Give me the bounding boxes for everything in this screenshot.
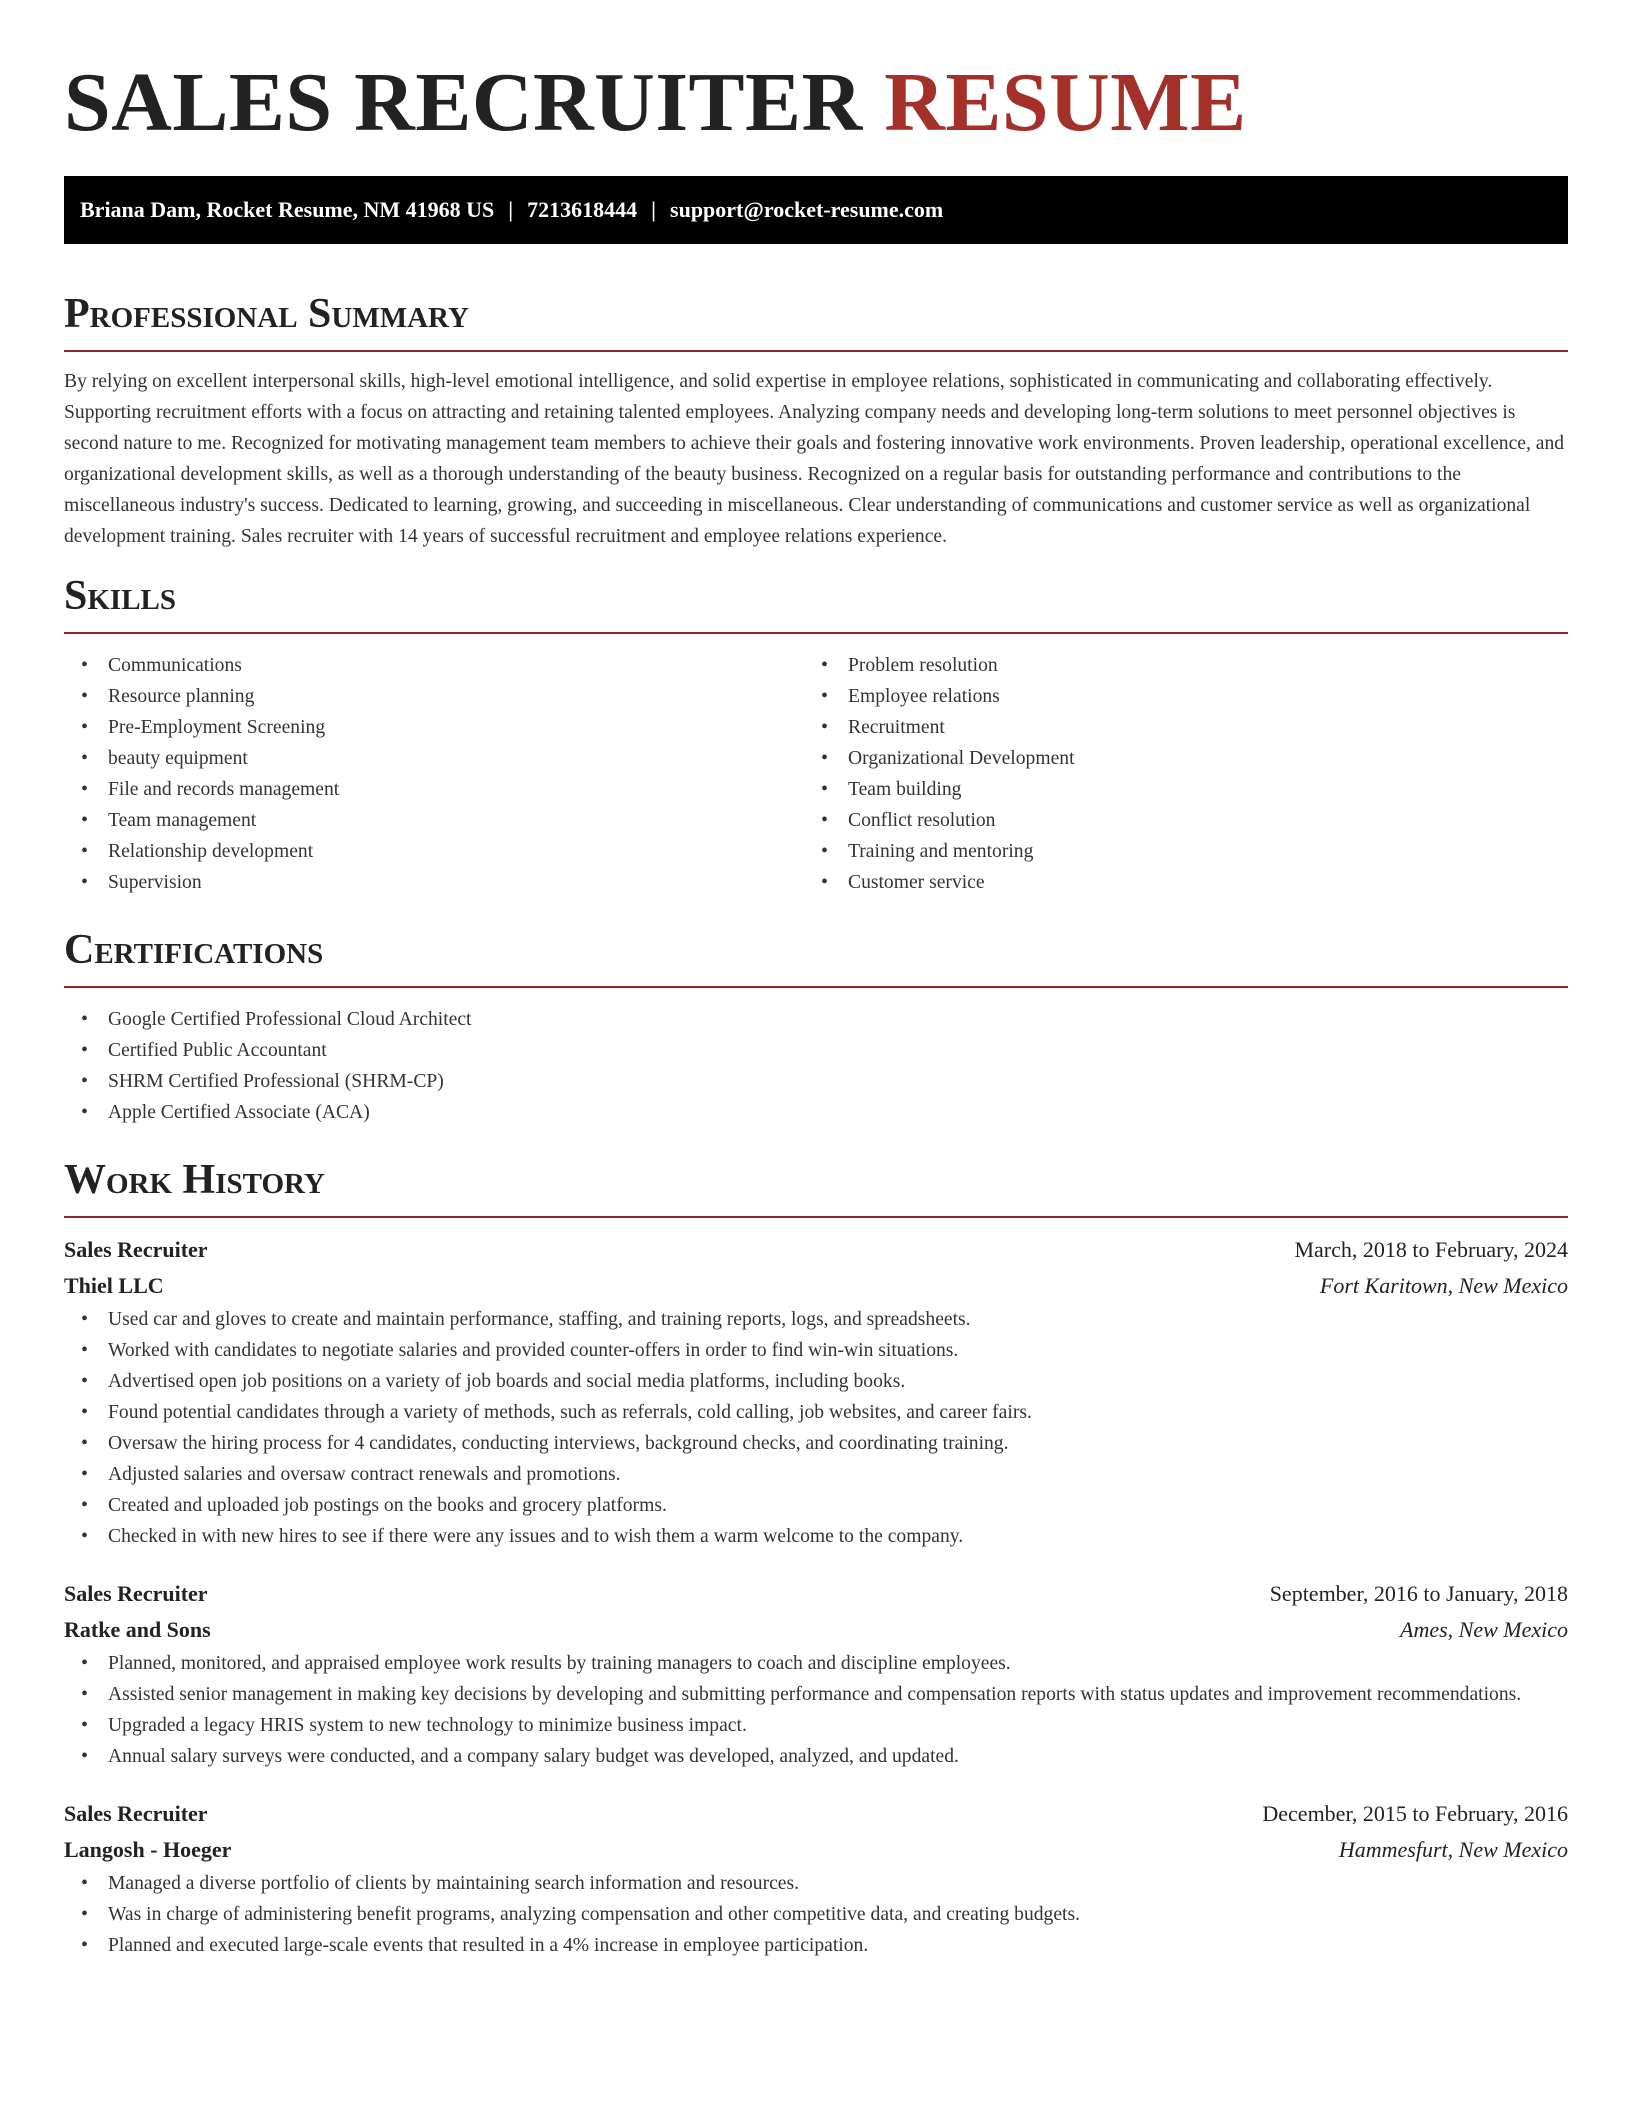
skills-list-left — [64, 650, 804, 898]
contact-separator: | — [508, 197, 514, 222]
section-divider — [64, 986, 1568, 988]
skill-item: • beauty equipment — [64, 743, 804, 774]
job-bullets — [64, 1648, 1568, 1772]
contact-phone[interactable]: 7213618444 — [527, 197, 638, 222]
skills-list-right — [804, 650, 1544, 898]
section-divider — [64, 1216, 1568, 1218]
skill-item: • Communications — [64, 650, 804, 681]
skill-item: • Supervision — [64, 867, 804, 898]
job-dates: March, 2018 to February, 2024 — [1294, 1237, 1568, 1262]
skill-item: • Pre-Employment Screening — [64, 712, 804, 743]
job-bullets — [64, 1868, 1568, 1961]
job-bullet: • Managed a diverse portfolio of clients by maintaining search information and resources. — [64, 1868, 1568, 1899]
job-company-row — [64, 1612, 1568, 1648]
summary-heading: Professional Summary — [64, 291, 469, 337]
skill-item: • Training and mentoring — [804, 836, 1544, 867]
contact-bar — [64, 176, 1568, 244]
summary-section — [64, 288, 1568, 552]
title-main: SALES RECRUITER — [64, 56, 863, 149]
job-dates: December, 2015 to February, 2016 — [1262, 1801, 1568, 1826]
section-divider — [64, 350, 1568, 352]
job-title: Sales Recruiter — [64, 1801, 208, 1826]
certification-item: • Apple Certified Associate (ACA) — [64, 1097, 1568, 1128]
job-bullet: • Planned, monitored, and appraised employee work results by training managers to coach and discipline employees. — [64, 1648, 1568, 1679]
job-company: Langosh - Hoeger — [64, 1837, 232, 1862]
job-bullet: • Was in charge of administering benefit programs, analyzing compensation and other competitive data, and creating budgets. — [64, 1899, 1568, 1930]
resume-title — [64, 0, 1568, 148]
resume-page — [64, 0, 1568, 1961]
certifications-list — [64, 1004, 1568, 1128]
skill-item: • Problem resolution — [804, 650, 1544, 681]
job-bullet: • Advertised open job positions on a variety of job boards and social media platforms, including books. — [64, 1366, 1568, 1397]
skill-item: • Resource planning — [64, 681, 804, 712]
skill-item: • Team building — [804, 774, 1544, 805]
job-bullets — [64, 1304, 1568, 1552]
job-entry — [64, 1796, 1568, 1961]
contact-email[interactable]: support@rocket-resume.com — [670, 197, 944, 222]
certification-item: • Certified Public Accountant — [64, 1035, 1568, 1066]
job-title: Sales Recruiter — [64, 1581, 208, 1606]
skill-item: • Relationship development — [64, 836, 804, 867]
job-company-row — [64, 1268, 1568, 1304]
skills-section — [64, 570, 1568, 898]
job-title: Sales Recruiter — [64, 1237, 208, 1262]
job-dates: September, 2016 to January, 2018 — [1269, 1581, 1568, 1606]
job-bullet: • Used car and gloves to create and maintain performance, staffing, and training reports, logs, and spreadsheets. — [64, 1304, 1568, 1335]
skill-item: • Organizational Development — [804, 743, 1544, 774]
skill-item: • Customer service — [804, 867, 1544, 898]
section-divider — [64, 632, 1568, 634]
contact-address: Briana Dam, Rocket Resume, NM 41968 US — [80, 197, 495, 222]
job-bullet: • Upgraded a legacy HRIS system to new technology to minimize business impact. — [64, 1710, 1568, 1741]
job-bullet: • Checked in with new hires to see if there were any issues and to wish them a warm welcome to the company. — [64, 1521, 1568, 1552]
job-header-row — [64, 1796, 1568, 1832]
skill-item: • File and records management — [64, 774, 804, 805]
skill-item: • Employee relations — [804, 681, 1544, 712]
job-bullet: • Oversaw the hiring process for 4 candidates, conducting interviews, background checks, and coordinating training. — [64, 1428, 1568, 1459]
contact-separator: | — [651, 197, 657, 222]
job-bullet: • Planned and executed large-scale events that resulted in a 4% increase in employee participation. — [64, 1930, 1568, 1961]
skill-item: • Team management — [64, 805, 804, 836]
skills-heading: Skills — [64, 573, 177, 619]
work-history-heading: Work History — [64, 1157, 325, 1203]
job-header-row — [64, 1232, 1568, 1268]
job-entry — [64, 1232, 1568, 1552]
job-entry — [64, 1576, 1568, 1772]
title-accent: RESUME — [884, 56, 1247, 149]
skills-grid — [64, 650, 1568, 898]
certification-item: • Google Certified Professional Cloud Architect — [64, 1004, 1568, 1035]
skill-item: • Conflict resolution — [804, 805, 1544, 836]
certifications-heading: Certifications — [64, 927, 324, 973]
job-bullet: • Worked with candidates to negotiate salaries and provided counter-offers in order to find win-win situations. — [64, 1335, 1568, 1366]
job-bullet: • Adjusted salaries and oversaw contract renewals and promotions. — [64, 1459, 1568, 1490]
job-location: Hammesfurt, New Mexico — [1338, 1837, 1568, 1862]
certifications-section — [64, 924, 1568, 1128]
certification-item: • SHRM Certified Professional (SHRM-CP) — [64, 1066, 1568, 1097]
job-bullet: • Created and uploaded job postings on the books and grocery platforms. — [64, 1490, 1568, 1521]
work-history-section — [64, 1154, 1568, 1961]
job-company: Thiel LLC — [64, 1273, 164, 1298]
job-location: Ames, New Mexico — [1400, 1617, 1568, 1642]
skill-item: • Recruitment — [804, 712, 1544, 743]
job-location: Fort Karitown, New Mexico — [1319, 1273, 1568, 1298]
job-bullet: • Assisted senior management in making key decisions by developing and submitting performance and compensation reports with status updates and improvement recommendations. — [64, 1679, 1568, 1710]
job-bullet: • Found potential candidates through a variety of methods, such as referrals, cold calling, job websites, and career fairs. — [64, 1397, 1568, 1428]
job-bullet: • Annual salary surveys were conducted, and a company salary budget was developed, analyzed, and updated. — [64, 1741, 1568, 1772]
summary-text: By relying on excellent interpersonal skills, high-level emotional intelligence, and solid expertise in employee relations, sophisticated in communicating and collaborating effectively. Supporting recruitment efforts with a focus on attracting and retaining talented employees. Analyzing company needs and developing long-term solutions to meet personnel objectives is second nature to me. Recognized for motivating management team members to achieve their goals and fostering innovative work environments. Proven leadership, operational excellence, and organizational development skills, as well as a thorough understanding of the beauty business. Recognized on a regular basis for outstanding performance and contributions to the miscellaneous industry's success. Dedicated to learning, growing, and succeeding in miscellaneous. Clear understanding of communications and customer service as well as organizational development training. Sales recruiter with 14 years of successful recruitment and employee relations experience. — [64, 371, 1565, 547]
job-company: Ratke and Sons — [64, 1617, 211, 1642]
job-header-row — [64, 1576, 1568, 1612]
job-company-row — [64, 1832, 1568, 1868]
